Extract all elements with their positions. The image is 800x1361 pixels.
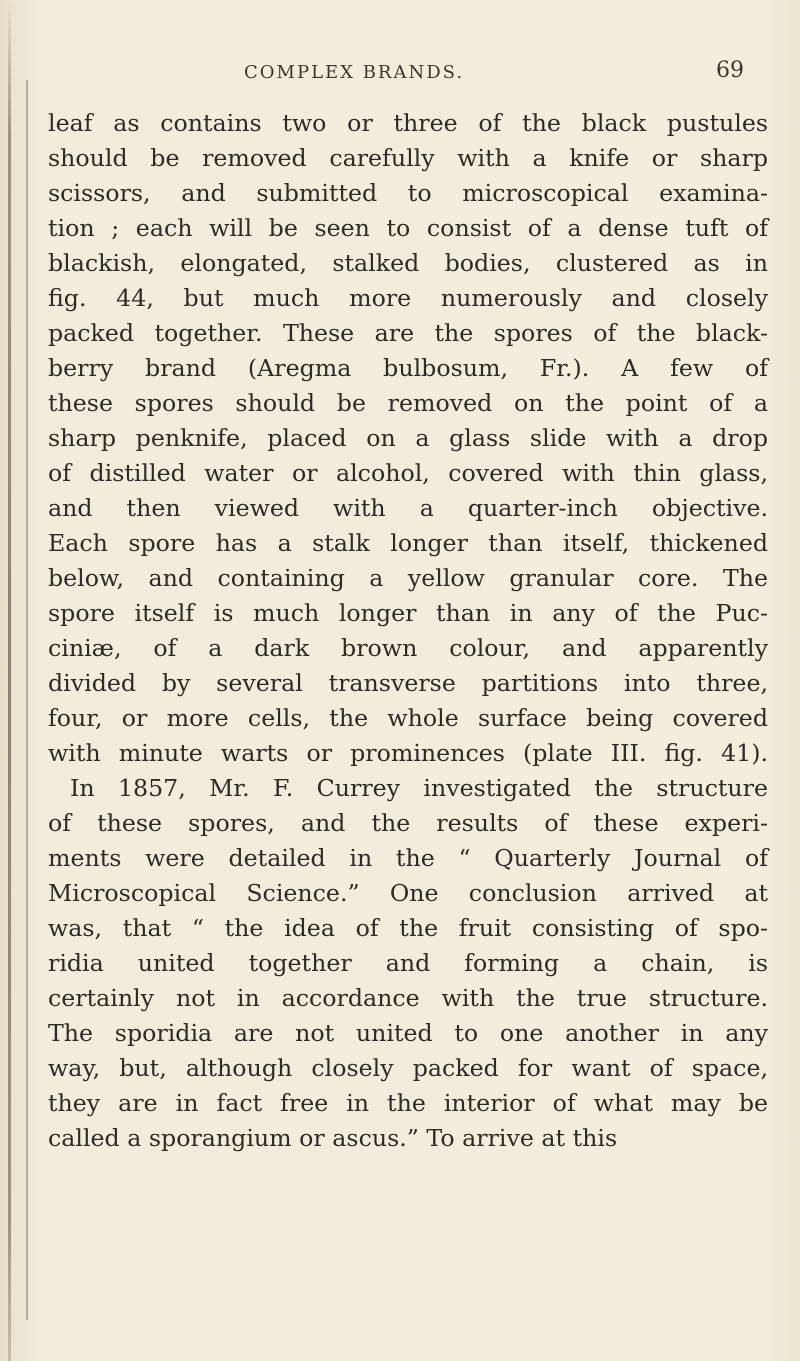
text-line: below, and containing a yellow granular core. The <box>48 564 768 592</box>
text-line: was, that “ the idea of the fruit consisting of spo- <box>48 914 768 942</box>
text-line: ments were detailed in the “ Quarterly Journal of <box>48 844 768 872</box>
text-line: berry brand (Aregma bulbosum, Fr.). A few of <box>48 354 768 382</box>
text-line: they are in fact free in the interior of what may be <box>48 1089 768 1117</box>
text-line: Microscopical Science.” One conclusion arrived at <box>48 879 768 907</box>
body-text <box>48 106 768 1156</box>
text-line: divided by several transverse partitions into three, <box>48 669 768 697</box>
text-line: certainly not in accordance with the true structure. <box>48 984 768 1012</box>
page-number: 69 <box>716 58 744 83</box>
page-spine-shadow <box>8 0 11 1361</box>
text-line: Each spore has a stalk longer than itself, thickened <box>48 529 768 557</box>
text-line: with minute warts or prominences (plate III. fig. 41). <box>48 739 768 767</box>
text-line: and then viewed with a quarter-inch objective. <box>48 494 768 522</box>
running-header: COMPLEX BRANDS. <box>244 62 465 83</box>
text-line: ridia united together and forming a chain, is <box>48 949 768 977</box>
text-line: tion ; each will be seen to consist of a dense tuft of <box>48 214 768 242</box>
text-line: four, or more cells, the whole surface being covered <box>48 704 768 732</box>
text-line: fig. 44, but much more numerously and closely <box>48 284 768 312</box>
text-line: ciniæ, of a dark brown colour, and apparently <box>48 634 768 662</box>
text-line: sharp penknife, placed on a glass slide with a drop <box>48 424 768 452</box>
text-line: scissors, and submitted to microscopical examina- <box>48 179 768 207</box>
text-line: called a sporangium or ascus.” To arrive at this <box>48 1124 618 1152</box>
text-line: The sporidia are not united to one another in any <box>48 1019 768 1047</box>
page-gutter-line <box>26 80 28 1320</box>
text-line: of these spores, and the results of these experi- <box>48 809 768 837</box>
text-line: these spores should be removed on the point of a <box>48 389 768 417</box>
text-line: way, but, although closely packed for want of space, <box>48 1054 768 1082</box>
text-line: blackish, elongated, stalked bodies, clustered as in <box>48 249 768 277</box>
text-line: of distilled water or alcohol, covered with thin glass, <box>48 459 768 487</box>
text-line: leaf as contains two or three of the black pustules <box>48 109 768 137</box>
text-line: should be removed carefully with a knife or sharp <box>48 144 768 172</box>
text-line: In 1857, Mr. F. Currey investigated the structure <box>70 774 768 802</box>
text-line: packed together. These are the spores of the black- <box>48 319 768 347</box>
text-line: spore itself is much longer than in any of the Puc- <box>48 599 768 627</box>
